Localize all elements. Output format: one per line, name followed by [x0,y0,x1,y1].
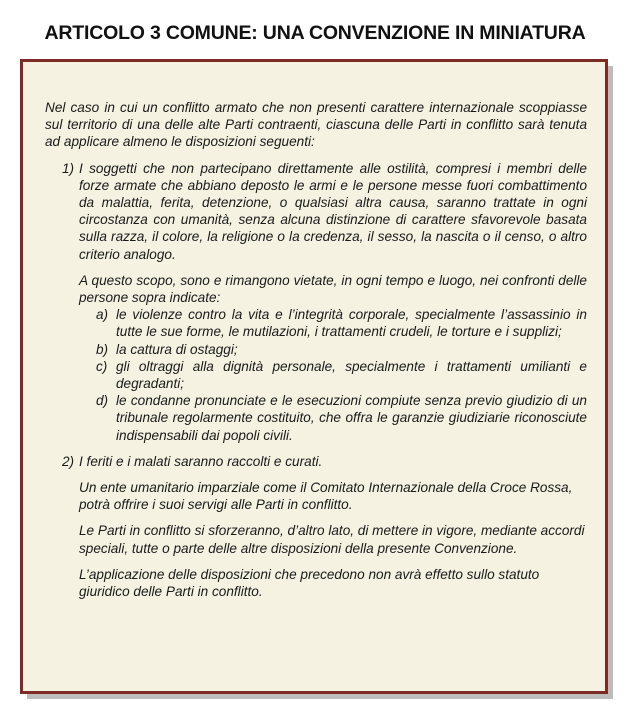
list-item [96,306,587,340]
item-1-number: 1) [62,160,75,176]
list-item-letter: d) [96,393,109,409]
list-item-letter: a) [96,307,109,323]
item-2-number: 2) [62,453,75,469]
list-item-text: le violenze contro la vita e l’integrità corporale, specialmente l’assassinio in tutte le sue forme, le mutilazioni, i trattamenti crudeli, le torture e i supplizi; [116,307,587,340]
article-panel [20,59,608,694]
list-item [96,341,587,358]
list-item [96,392,587,444]
item-1 [45,160,587,263]
list-item-letter: b) [96,341,109,357]
item-2 [45,453,587,470]
list-item [96,358,587,392]
item-2-text: I feriti e i malati saranno raccolti e curati. [79,453,323,469]
article-body [45,99,587,600]
list-item-letter: c) [96,358,108,374]
list-item-text: le condanne pronunciate e le esecuzioni compiute senza previo giudizio di un tribunale regolarmente costituito, che offra le garanzie giudiziarie riconosciute indispensabili dai popoli civili. [116,393,587,443]
article-title: ARTICOLO 3 COMUNE: UNA CONVENZIONE IN MINIATURA [44,22,586,44]
prohibitions-list [96,306,587,444]
intro-paragraph: Nel caso in cui un conflitto armato che non presenti carattere internazionale scoppiasse sul territorio di una delle alte Parti contraenti, ciascuna delle Parti in conflitto sarà tenuta ad applicare almeno le disposizioni seguenti: [45,100,587,150]
item-1-text: I soggetti che non partecipano direttamente alle ostilità, compresi i membri delle forze armate che abbiano deposto le armi e le persone messe fuori combattimento da malattia, ferita, detenzione, o qualsiasi altra causa, saranno trattate in ogni circostanza con umanità, senza alcuna distinzione di carattere sfavorevole basata sulla razza, il colore, la religione o la credenza, il sesso, la nascita o il censo, o altro criterio analogo. [79,160,587,262]
special-agreements-paragraph: Le Parti in conflitto si sforzeranno, d’altro lato, di mettere in vigore, mediante accordi speciali, tutte o parte delle altre disposizioni della presente Convenzione. [79,523,585,556]
list-item-text: gli oltraggi alla dignità personale, specialmente i trattamenti umilianti e degradanti; [116,358,587,392]
legal-status-paragraph: L’applicazione delle disposizioni che precedono non avrà effetto sullo statuto giuridico delle Parti in conflitto. [79,566,540,600]
list-item-text: la cattura di ostaggi; [116,341,238,357]
scope-paragraph: A questo scopo, sono e rimangono vietate, in ogni tempo e luogo, nei confronti delle persone sopra indicate: [79,272,587,306]
spacer [45,444,587,453]
humanitarian-paragraph: Un ente umanitario imparziale come il Comitato Internazionale della Croce Rossa, potrà offrire i suoi servigi alle Parti in conflitto. [79,480,573,513]
